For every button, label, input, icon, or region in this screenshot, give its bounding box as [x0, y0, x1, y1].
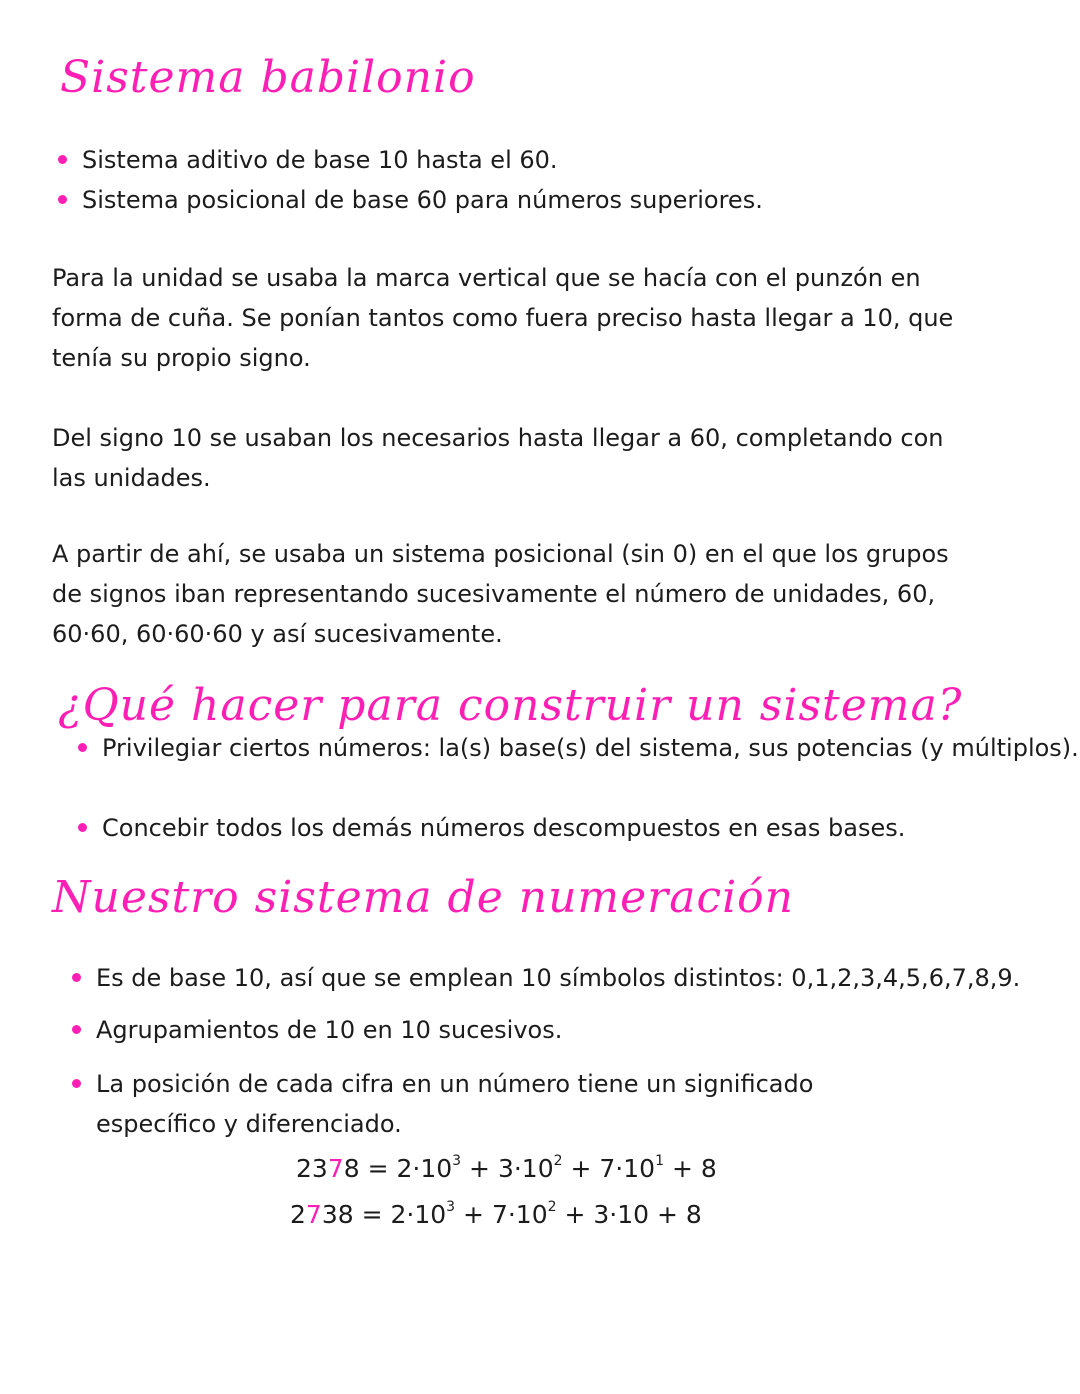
term: $2\cdot 10^3$ — [390, 1199, 456, 1229]
heading-our-numeral-system: Nuestro sistema de numeración — [52, 872, 794, 923]
list-item — [58, 180, 763, 220]
list-item — [72, 1010, 1020, 1050]
term: $2\cdot 10^3$ — [396, 1153, 462, 1183]
list-item — [78, 728, 1079, 768]
equation-number: 2738 — [290, 1200, 354, 1229]
bullet-dot-icon — [72, 1079, 81, 1088]
bullet-dot-icon — [58, 155, 67, 164]
bullet-text: Agrupamientos de 10 en 10 sucesivos. — [96, 1016, 563, 1044]
term: 3·10 — [593, 1200, 650, 1229]
highlighted-digit: 7 — [327, 1154, 344, 1183]
list-item — [72, 1064, 916, 1144]
term: 8 — [700, 1154, 717, 1183]
equation-number: 2378 — [296, 1154, 360, 1183]
equation-2378: $2378 = 2\cdot 10^3 + 3\cdot 10^2 + 7\cdot 10^1 + 8$ — [296, 1153, 717, 1183]
highlighted-digit: 7 — [305, 1200, 322, 1229]
bullet-text: La posición de cada cifra en un número tiene un significado específico y diferenciado. — [96, 1070, 814, 1138]
term: $7\cdot 10^1$ — [599, 1153, 664, 1183]
heading-build-system: ¿Qué hacer para construir un sistema? — [58, 680, 963, 731]
bullet-dot-icon — [78, 743, 87, 752]
paragraph-sign-ten: Del signo 10 se usaban los necesarios hasta llegar a 60, completando con las unidades. — [52, 424, 944, 492]
bullet-dot-icon — [58, 195, 67, 204]
babylonian-bullet-list — [58, 140, 763, 220]
bullet-dot-icon — [72, 973, 81, 982]
our-system-bullet-list — [72, 958, 1020, 1144]
bullet-text: Sistema posicional de base 60 para números superiores. — [82, 186, 763, 214]
equation-2738: $2738 = 2\cdot 10^3 + 7\cdot 10^2 + 3\cdot 10 + 8$ — [290, 1199, 702, 1229]
bullet-text: Sistema aditivo de base 10 hasta el 60. — [82, 146, 558, 174]
list-item — [58, 140, 763, 180]
bullet-dot-icon — [72, 1025, 81, 1034]
paragraph-positional: A partir de ahí, se usaba un sistema posicional (sin 0) en el que los grupos de signos iban representando sucesivamente el número de unidades, 60, 60·60, 60·60·60 y así sucesivamente. — [52, 540, 949, 648]
construction-bullet-list — [78, 728, 1079, 848]
term: 8 — [685, 1200, 702, 1229]
term: $7\cdot 10^2$ — [491, 1199, 557, 1229]
paragraph-unit-mark: Para la unidad se usaba la marca vertical que se hacía con el punzón en forma de cuña. Se ponían tantos como fuera preciso hasta llegar a 10, que tenía su propio signo. — [52, 264, 954, 372]
bullet-dot-icon — [78, 823, 87, 832]
list-item — [72, 958, 1020, 998]
bullet-text: Es de base 10, así que se emplean 10 símbolos distintos: 0,1,2,3,4,5,6,7,8,9. — [96, 964, 1021, 992]
list-item — [78, 808, 1079, 848]
bullet-text: Privilegiar ciertos números: la(s) base(s) del sistema, sus potencias (y múltiplos). — [102, 734, 1079, 762]
term: $3\cdot 10^2$ — [497, 1153, 563, 1183]
heading-babylonian-system: Sistema babilonio — [60, 52, 476, 103]
bullet-text: Concebir todos los demás números descompuestos en esas bases. — [102, 814, 906, 842]
